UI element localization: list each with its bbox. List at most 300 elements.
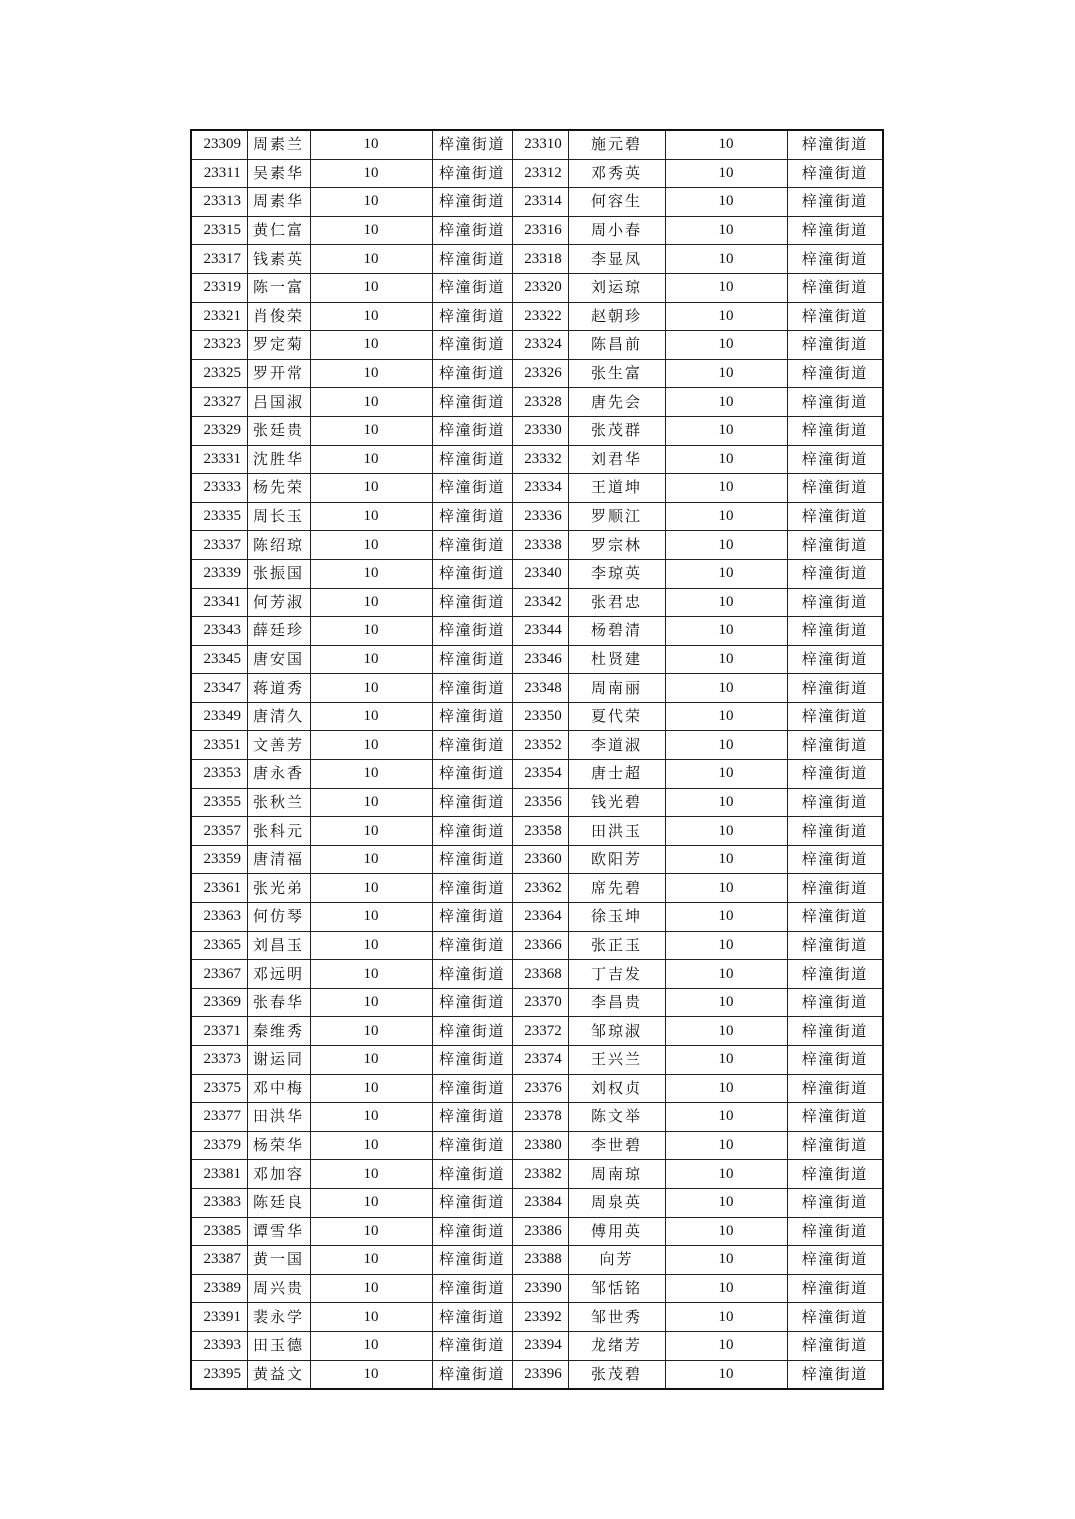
record-id-right: 23322	[512, 302, 568, 331]
roster-body	[191, 130, 883, 1389]
record-id-right: 23318	[512, 245, 568, 274]
record-id-right: 23378	[512, 1103, 568, 1132]
person-name-left: 杨先荣	[247, 474, 310, 503]
location-right: 梓潼街道	[787, 474, 883, 503]
person-name-right: 向芳	[568, 1246, 665, 1275]
amount-right: 10	[665, 159, 787, 188]
table-row	[191, 416, 883, 445]
location-right: 梓潼街道	[787, 502, 883, 531]
person-name-left: 陈廷良	[247, 1188, 310, 1217]
record-id-right: 23360	[512, 845, 568, 874]
table-row	[191, 903, 883, 932]
record-id-right: 23380	[512, 1131, 568, 1160]
amount-right: 10	[665, 531, 787, 560]
location-right: 梓潼街道	[787, 1046, 883, 1075]
amount-left: 10	[310, 159, 432, 188]
amount-right: 10	[665, 788, 787, 817]
record-id-right: 23312	[512, 159, 568, 188]
location-left: 梓潼街道	[432, 1017, 512, 1046]
location-right: 梓潼街道	[787, 817, 883, 846]
person-name-right: 王兴兰	[568, 1046, 665, 1075]
amount-right: 10	[665, 674, 787, 703]
record-id-left: 23395	[191, 1360, 247, 1389]
amount-left: 10	[310, 1017, 432, 1046]
person-name-left: 唐安国	[247, 645, 310, 674]
person-name-left: 裴永学	[247, 1303, 310, 1332]
location-left: 梓潼街道	[432, 645, 512, 674]
amount-right: 10	[665, 502, 787, 531]
person-name-right: 席先碧	[568, 874, 665, 903]
record-id-left: 23317	[191, 245, 247, 274]
person-name-right: 张茂碧	[568, 1360, 665, 1389]
person-name-right: 欧阳芳	[568, 845, 665, 874]
location-left: 梓潼街道	[432, 1303, 512, 1332]
person-name-right: 李昌贵	[568, 988, 665, 1017]
table-row	[191, 1160, 883, 1189]
location-right: 梓潼街道	[787, 1074, 883, 1103]
record-id-right: 23334	[512, 474, 568, 503]
record-id-right: 23320	[512, 273, 568, 302]
location-left: 梓潼街道	[432, 216, 512, 245]
location-right: 梓潼街道	[787, 674, 883, 703]
location-right: 梓潼街道	[787, 1360, 883, 1389]
amount-left: 10	[310, 188, 432, 217]
record-id-left: 23327	[191, 388, 247, 417]
amount-right: 10	[665, 1046, 787, 1075]
amount-right: 10	[665, 1074, 787, 1103]
location-left: 梓潼街道	[432, 988, 512, 1017]
record-id-left: 23361	[191, 874, 247, 903]
location-right: 梓潼街道	[787, 903, 883, 932]
person-name-left: 罗定菊	[247, 331, 310, 360]
table-row	[191, 331, 883, 360]
record-id-left: 23313	[191, 188, 247, 217]
record-id-right: 23376	[512, 1074, 568, 1103]
person-name-right: 杜贤建	[568, 645, 665, 674]
amount-right: 10	[665, 416, 787, 445]
location-left: 梓潼街道	[432, 159, 512, 188]
person-name-left: 吕国淑	[247, 388, 310, 417]
record-id-right: 23386	[512, 1217, 568, 1246]
amount-right: 10	[665, 903, 787, 932]
table-row	[191, 216, 883, 245]
table-row	[191, 617, 883, 646]
amount-left: 10	[310, 359, 432, 388]
location-right: 梓潼街道	[787, 617, 883, 646]
person-name-right: 唐先会	[568, 388, 665, 417]
location-left: 梓潼街道	[432, 1074, 512, 1103]
location-right: 梓潼街道	[787, 559, 883, 588]
location-right: 梓潼街道	[787, 760, 883, 789]
amount-right: 10	[665, 1360, 787, 1389]
record-id-right: 23390	[512, 1274, 568, 1303]
table-row	[191, 1303, 883, 1332]
location-right: 梓潼街道	[787, 1017, 883, 1046]
person-name-left: 黄一国	[247, 1246, 310, 1275]
location-right: 梓潼街道	[787, 731, 883, 760]
amount-left: 10	[310, 817, 432, 846]
record-id-left: 23379	[191, 1131, 247, 1160]
location-left: 梓潼街道	[432, 445, 512, 474]
amount-right: 10	[665, 702, 787, 731]
person-name-right: 李显凤	[568, 245, 665, 274]
location-right: 梓潼街道	[787, 960, 883, 989]
record-id-left: 23345	[191, 645, 247, 674]
table-row	[191, 188, 883, 217]
amount-right: 10	[665, 188, 787, 217]
table-row	[191, 960, 883, 989]
record-id-right: 23338	[512, 531, 568, 560]
location-right: 梓潼街道	[787, 845, 883, 874]
location-left: 梓潼街道	[432, 1217, 512, 1246]
amount-right: 10	[665, 130, 787, 159]
person-name-left: 张秋兰	[247, 788, 310, 817]
record-id-right: 23358	[512, 817, 568, 846]
person-name-left: 薛廷珍	[247, 617, 310, 646]
record-id-left: 23387	[191, 1246, 247, 1275]
amount-right: 10	[665, 1217, 787, 1246]
amount-right: 10	[665, 245, 787, 274]
amount-left: 10	[310, 988, 432, 1017]
person-name-left: 张光弟	[247, 874, 310, 903]
location-left: 梓潼街道	[432, 1188, 512, 1217]
person-name-left: 田洪华	[247, 1103, 310, 1132]
person-name-left: 蒋道秀	[247, 674, 310, 703]
person-name-right: 李世碧	[568, 1131, 665, 1160]
table-row	[191, 817, 883, 846]
location-right: 梓潼街道	[787, 1246, 883, 1275]
table-row	[191, 474, 883, 503]
location-right: 梓潼街道	[787, 531, 883, 560]
table-row	[191, 645, 883, 674]
person-name-left: 邓加容	[247, 1160, 310, 1189]
person-name-right: 李道淑	[568, 731, 665, 760]
person-name-right: 杨碧清	[568, 617, 665, 646]
amount-left: 10	[310, 903, 432, 932]
record-id-right: 23326	[512, 359, 568, 388]
person-name-left: 秦维秀	[247, 1017, 310, 1046]
location-right: 梓潼街道	[787, 359, 883, 388]
person-name-right: 陈文举	[568, 1103, 665, 1132]
record-id-right: 23332	[512, 445, 568, 474]
record-id-left: 23359	[191, 845, 247, 874]
table-row	[191, 1017, 883, 1046]
person-name-left: 沈胜华	[247, 445, 310, 474]
table-row	[191, 1188, 883, 1217]
table-row	[191, 1331, 883, 1360]
amount-left: 10	[310, 1360, 432, 1389]
table-row	[191, 388, 883, 417]
location-left: 梓潼街道	[432, 702, 512, 731]
amount-left: 10	[310, 1217, 432, 1246]
amount-left: 10	[310, 502, 432, 531]
person-name-left: 肖俊荣	[247, 302, 310, 331]
location-right: 梓潼街道	[787, 245, 883, 274]
person-name-left: 邓中梅	[247, 1074, 310, 1103]
table-row	[191, 874, 883, 903]
location-left: 梓潼街道	[432, 331, 512, 360]
record-id-left: 23315	[191, 216, 247, 245]
amount-right: 10	[665, 1303, 787, 1332]
person-name-right: 刘运琼	[568, 273, 665, 302]
amount-left: 10	[310, 1303, 432, 1332]
location-left: 梓潼街道	[432, 416, 512, 445]
person-name-right: 罗顺江	[568, 502, 665, 531]
record-id-right: 23364	[512, 903, 568, 932]
location-left: 梓潼街道	[432, 817, 512, 846]
location-left: 梓潼街道	[432, 474, 512, 503]
location-right: 梓潼街道	[787, 159, 883, 188]
record-id-right: 23370	[512, 988, 568, 1017]
location-left: 梓潼街道	[432, 1160, 512, 1189]
location-right: 梓潼街道	[787, 1188, 883, 1217]
table-row	[191, 502, 883, 531]
location-left: 梓潼街道	[432, 1046, 512, 1075]
record-id-left: 23393	[191, 1331, 247, 1360]
amount-left: 10	[310, 617, 432, 646]
person-name-left: 谭雪华	[247, 1217, 310, 1246]
person-name-left: 田玉德	[247, 1331, 310, 1360]
table-row	[191, 130, 883, 159]
amount-right: 10	[665, 1103, 787, 1132]
person-name-left: 邓远明	[247, 960, 310, 989]
record-id-left: 23357	[191, 817, 247, 846]
person-name-right: 钱光碧	[568, 788, 665, 817]
location-right: 梓潼街道	[787, 445, 883, 474]
location-left: 梓潼街道	[432, 1131, 512, 1160]
amount-left: 10	[310, 931, 432, 960]
table-row	[191, 1131, 883, 1160]
amount-right: 10	[665, 1246, 787, 1275]
location-left: 梓潼街道	[432, 845, 512, 874]
person-name-right: 张君忠	[568, 588, 665, 617]
table-row	[191, 445, 883, 474]
record-id-left: 23311	[191, 159, 247, 188]
table-row	[191, 845, 883, 874]
location-left: 梓潼街道	[432, 531, 512, 560]
amount-left: 10	[310, 216, 432, 245]
table-row	[191, 1103, 883, 1132]
person-name-left: 何芳淑	[247, 588, 310, 617]
amount-left: 10	[310, 960, 432, 989]
amount-right: 10	[665, 1131, 787, 1160]
amount-left: 10	[310, 130, 432, 159]
amount-left: 10	[310, 845, 432, 874]
person-name-right: 张正玉	[568, 931, 665, 960]
amount-left: 10	[310, 559, 432, 588]
location-right: 梓潼街道	[787, 1217, 883, 1246]
record-id-left: 23319	[191, 273, 247, 302]
location-left: 梓潼街道	[432, 960, 512, 989]
amount-right: 10	[665, 617, 787, 646]
amount-left: 10	[310, 674, 432, 703]
record-id-right: 23392	[512, 1303, 568, 1332]
location-right: 梓潼街道	[787, 588, 883, 617]
record-id-left: 23351	[191, 731, 247, 760]
location-left: 梓潼街道	[432, 1246, 512, 1275]
location-right: 梓潼街道	[787, 331, 883, 360]
record-id-left: 23373	[191, 1046, 247, 1075]
record-id-left: 23333	[191, 474, 247, 503]
table-row	[191, 1046, 883, 1075]
record-id-left: 23381	[191, 1160, 247, 1189]
location-left: 梓潼街道	[432, 874, 512, 903]
table-row	[191, 788, 883, 817]
location-left: 梓潼街道	[432, 273, 512, 302]
amount-left: 10	[310, 645, 432, 674]
person-name-left: 文善芳	[247, 731, 310, 760]
table-row	[191, 674, 883, 703]
record-id-left: 23337	[191, 531, 247, 560]
person-name-right: 邹琼淑	[568, 1017, 665, 1046]
amount-left: 10	[310, 531, 432, 560]
person-name-left: 唐清久	[247, 702, 310, 731]
location-left: 梓潼街道	[432, 588, 512, 617]
amount-left: 10	[310, 1046, 432, 1075]
roster-table	[190, 129, 884, 1390]
amount-right: 10	[665, 359, 787, 388]
record-id-right: 23396	[512, 1360, 568, 1389]
record-id-right: 23346	[512, 645, 568, 674]
table-row	[191, 1074, 883, 1103]
record-id-left: 23341	[191, 588, 247, 617]
amount-right: 10	[665, 1331, 787, 1360]
person-name-right: 施元碧	[568, 130, 665, 159]
table-row	[191, 531, 883, 560]
amount-right: 10	[665, 216, 787, 245]
location-right: 梓潼街道	[787, 702, 883, 731]
amount-left: 10	[310, 702, 432, 731]
location-left: 梓潼街道	[432, 359, 512, 388]
table-row	[191, 159, 883, 188]
record-id-right: 23336	[512, 502, 568, 531]
amount-left: 10	[310, 731, 432, 760]
record-id-left: 23391	[191, 1303, 247, 1332]
location-right: 梓潼街道	[787, 188, 883, 217]
location-right: 梓潼街道	[787, 388, 883, 417]
record-id-left: 23335	[191, 502, 247, 531]
amount-left: 10	[310, 388, 432, 417]
record-id-left: 23353	[191, 760, 247, 789]
amount-right: 10	[665, 1160, 787, 1189]
location-right: 梓潼街道	[787, 1103, 883, 1132]
person-name-left: 钱素英	[247, 245, 310, 274]
location-left: 梓潼街道	[432, 731, 512, 760]
amount-left: 10	[310, 1246, 432, 1275]
amount-right: 10	[665, 559, 787, 588]
record-id-right: 23324	[512, 331, 568, 360]
record-id-left: 23309	[191, 130, 247, 159]
person-name-right: 李琼英	[568, 559, 665, 588]
table-row	[191, 1246, 883, 1275]
person-name-left: 陈绍琼	[247, 531, 310, 560]
amount-left: 10	[310, 1188, 432, 1217]
table-row	[191, 760, 883, 789]
table-row	[191, 1360, 883, 1389]
person-name-right: 唐士超	[568, 760, 665, 789]
record-id-right: 23352	[512, 731, 568, 760]
location-right: 梓潼街道	[787, 302, 883, 331]
amount-right: 10	[665, 731, 787, 760]
record-id-right: 23342	[512, 588, 568, 617]
person-name-right: 田洪玉	[568, 817, 665, 846]
amount-right: 10	[665, 845, 787, 874]
record-id-left: 23383	[191, 1188, 247, 1217]
person-name-left: 何仿琴	[247, 903, 310, 932]
record-id-right: 23344	[512, 617, 568, 646]
location-right: 梓潼街道	[787, 130, 883, 159]
record-id-left: 23389	[191, 1274, 247, 1303]
amount-left: 10	[310, 874, 432, 903]
record-id-left: 23355	[191, 788, 247, 817]
record-id-left: 23369	[191, 988, 247, 1017]
person-name-left: 唐永香	[247, 760, 310, 789]
table-row	[191, 702, 883, 731]
record-id-right: 23388	[512, 1246, 568, 1275]
location-left: 梓潼街道	[432, 1103, 512, 1132]
person-name-right: 丁吉发	[568, 960, 665, 989]
person-name-right: 赵朝珍	[568, 302, 665, 331]
person-name-right: 徐玉坤	[568, 903, 665, 932]
person-name-left: 罗开常	[247, 359, 310, 388]
location-right: 梓潼街道	[787, 1303, 883, 1332]
amount-right: 10	[665, 1274, 787, 1303]
person-name-right: 傅用英	[568, 1217, 665, 1246]
table-row	[191, 1274, 883, 1303]
record-id-right: 23350	[512, 702, 568, 731]
table-row	[191, 273, 883, 302]
table-row	[191, 1217, 883, 1246]
record-id-left: 23367	[191, 960, 247, 989]
record-id-right: 23316	[512, 216, 568, 245]
location-right: 梓潼街道	[787, 1131, 883, 1160]
record-id-right: 23310	[512, 130, 568, 159]
person-name-left: 吴素华	[247, 159, 310, 188]
location-left: 梓潼街道	[432, 760, 512, 789]
amount-left: 10	[310, 474, 432, 503]
record-id-right: 23382	[512, 1160, 568, 1189]
location-right: 梓潼街道	[787, 988, 883, 1017]
location-right: 梓潼街道	[787, 273, 883, 302]
amount-right: 10	[665, 1188, 787, 1217]
person-name-right: 何容生	[568, 188, 665, 217]
amount-left: 10	[310, 416, 432, 445]
record-id-left: 23329	[191, 416, 247, 445]
amount-left: 10	[310, 245, 432, 274]
record-id-left: 23343	[191, 617, 247, 646]
location-left: 梓潼街道	[432, 188, 512, 217]
person-name-right: 王道坤	[568, 474, 665, 503]
amount-left: 10	[310, 1160, 432, 1189]
location-right: 梓潼街道	[787, 416, 883, 445]
table-row	[191, 588, 883, 617]
location-left: 梓潼街道	[432, 903, 512, 932]
location-right: 梓潼街道	[787, 1331, 883, 1360]
location-left: 梓潼街道	[432, 674, 512, 703]
person-name-left: 周长玉	[247, 502, 310, 531]
location-left: 梓潼街道	[432, 1360, 512, 1389]
amount-right: 10	[665, 760, 787, 789]
amount-left: 10	[310, 1074, 432, 1103]
amount-left: 10	[310, 331, 432, 360]
amount-left: 10	[310, 1131, 432, 1160]
person-name-right: 龙绪芳	[568, 1331, 665, 1360]
person-name-left: 黄益文	[247, 1360, 310, 1389]
person-name-right: 周小春	[568, 216, 665, 245]
location-right: 梓潼街道	[787, 788, 883, 817]
amount-left: 10	[310, 1274, 432, 1303]
person-name-left: 张廷贵	[247, 416, 310, 445]
